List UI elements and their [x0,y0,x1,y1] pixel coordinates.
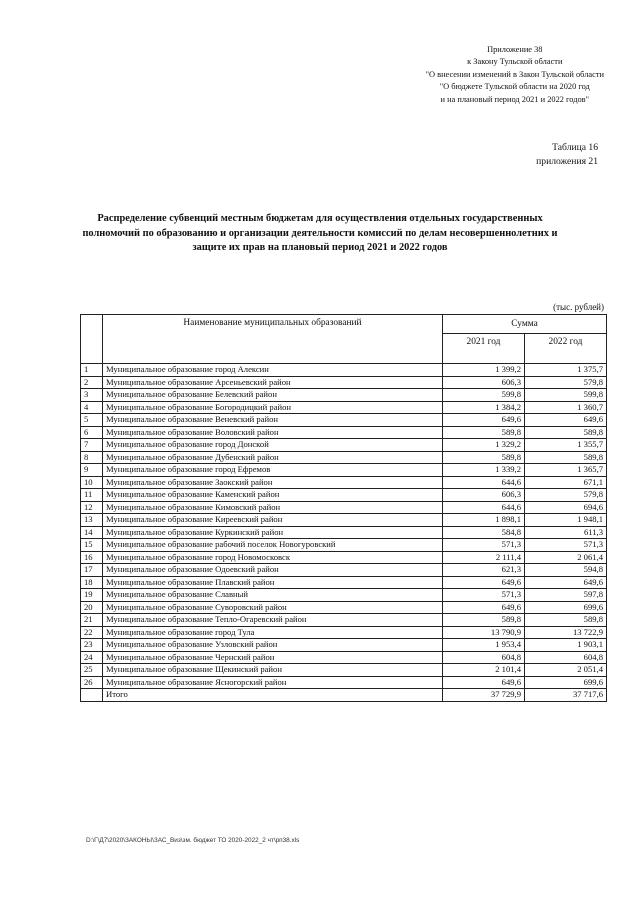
value-2022: 699,6 [525,601,607,614]
table-row [81,439,607,452]
table-row [81,451,607,464]
row-index: 16 [81,551,103,564]
row-name: Муниципальное образование Славный [103,589,443,602]
row-name: Муниципальное образование Плавский район [103,576,443,589]
file-path-footer: D:\Г\Д7\2020\ЗАКОНЫ\ЗАС_Виз\зм. бюджет ТО 2020-2022_2 чт\рп38.xls [86,837,300,844]
row-name: Муниципальное образование Заокский район [103,476,443,489]
table-row [81,376,607,389]
units-label: (тыс. рублей) [553,302,604,312]
table-number: Таблица 16 [552,142,598,153]
row-name: Муниципальное образование Узловский район [103,639,443,652]
value-2022: 589,8 [525,614,607,627]
table-row [81,364,607,377]
value-2021: 606,3 [443,489,525,502]
table-row [81,651,607,664]
row-index: 11 [81,489,103,502]
value-2021: 604,8 [443,651,525,664]
value-2022: 649,6 [525,576,607,589]
table-row [81,514,607,527]
header-line: "О бюджете Тульской области на 2020 год [439,82,590,92]
value-2021: 606,3 [443,376,525,389]
row-name: Муниципальное образование город Тула [103,626,443,639]
value-2021: 1 953,4 [443,639,525,652]
index-header [81,315,103,364]
value-2021: 644,6 [443,501,525,514]
value-2022: 597,8 [525,589,607,602]
value-2021: 589,8 [443,451,525,464]
value-2021: 649,6 [443,576,525,589]
value-2021: 13 790,9 [443,626,525,639]
row-index: 21 [81,614,103,627]
value-2021: 1 329,2 [443,439,525,452]
table-appendix: приложения 21 [536,156,598,167]
value-2021: 584,8 [443,526,525,539]
value-2022: 699,6 [525,676,607,689]
table-reference [536,141,598,169]
value-2022: 579,8 [525,376,607,389]
row-index: 20 [81,601,103,614]
value-2021: 621,3 [443,564,525,577]
row-name: Муниципальное образование Воловский район [103,426,443,439]
value-2021: 649,6 [443,601,525,614]
table-row [81,614,607,627]
value-2022: 1 360,7 [525,401,607,414]
row-index: 25 [81,664,103,677]
row-name: Муниципальное образование Дубенский район [103,451,443,464]
table-row [81,626,607,639]
table-row [81,564,607,577]
value-2022: 37 717,6 [525,689,607,702]
row-index: 8 [81,451,103,464]
row-name: Муниципальное образование рабочий поселок Новогуровский [103,539,443,552]
row-name: Муниципальное образование Чернский район [103,651,443,664]
table-row [81,414,607,427]
row-index: 3 [81,389,103,402]
table-row [81,426,607,439]
value-2022: 599,8 [525,389,607,402]
value-2021: 571,3 [443,589,525,602]
value-2022: 671,1 [525,476,607,489]
row-name: Муниципальное образование Ясногорский район [103,676,443,689]
row-index: 15 [81,539,103,552]
table-row [81,664,607,677]
table-row [81,589,607,602]
table-row [81,539,607,552]
value-2022: 571,3 [525,539,607,552]
row-index: 7 [81,439,103,452]
value-2022: 1 903,1 [525,639,607,652]
row-name: Муниципальное образование Киреевский район [103,514,443,527]
value-2021: 589,8 [443,426,525,439]
row-name: Муниципальное образование город Ефремов [103,464,443,477]
header-line: к Закону Тульской области [467,57,563,67]
row-index: 18 [81,576,103,589]
row-name: Муниципальное образование Щекинский район [103,664,443,677]
row-name: Муниципальное образование Богородицкий район [103,401,443,414]
value-2021: 1 399,2 [443,364,525,377]
table-row [81,551,607,564]
value-2021: 1 898,1 [443,514,525,527]
value-2021: 589,8 [443,614,525,627]
row-index: 10 [81,476,103,489]
value-2022: 579,8 [525,489,607,502]
row-index: 6 [81,426,103,439]
value-2022: 589,8 [525,426,607,439]
row-index: 2 [81,376,103,389]
table-row [81,526,607,539]
header-line: "О внесении изменений в Закон Тульской области [425,69,604,79]
row-index: 19 [81,589,103,602]
row-index: 26 [81,676,103,689]
value-2022: 2 051,4 [525,664,607,677]
row-name: Муниципальное образование город Донской [103,439,443,452]
row-name: Муниципальное образование Белевский район [103,389,443,402]
value-2022: 1 365,7 [525,464,607,477]
table-row [81,489,607,502]
value-2021: 649,6 [443,676,525,689]
value-2022: 2 061,4 [525,551,607,564]
row-name: Муниципальное образование Арсеньевский район [103,376,443,389]
row-index: 23 [81,639,103,652]
row-index: 24 [81,651,103,664]
value-2021: 1 384,2 [443,401,525,414]
row-index [81,689,103,702]
row-index: 17 [81,564,103,577]
value-2022: 1 375,7 [525,364,607,377]
row-name: Муниципальное образование Тепло-Огаревский район [103,614,443,627]
value-2022: 649,6 [525,414,607,427]
value-2021: 2 101,4 [443,664,525,677]
value-2021: 2 111,4 [443,551,525,564]
row-name: Муниципальное образование Одоевский район [103,564,443,577]
value-2022: 611,3 [525,526,607,539]
row-name: Муниципальное образование Каменский район [103,489,443,502]
value-2021: 599,8 [443,389,525,402]
value-2022: 594,8 [525,564,607,577]
row-name: Муниципальное образование Куркинский район [103,526,443,539]
header-line: и на плановый период 2021 и 2022 годов" [440,94,590,104]
sum-column-header: Сумма [443,315,607,334]
value-2021: 37 729,9 [443,689,525,702]
appendix-header [426,44,604,106]
table-row [81,401,607,414]
row-name: Муниципальное образование Кимовский район [103,501,443,514]
value-2021: 644,6 [443,476,525,489]
row-index: 14 [81,526,103,539]
row-name: Муниципальное образование Веневский район [103,414,443,427]
row-index: 22 [81,626,103,639]
document-title: Распределение субвенций местным бюджетам для осуществления отдельных государственных полномочий по образованию и организации деятельности комиссий по делам несовершеннолетних и защите их прав на плановый период 2021 и 2022 годов [82,213,558,254]
table-row [81,501,607,514]
row-name: Муниципальное образование город Новомосковск [103,551,443,564]
table-row [81,464,607,477]
row-index: 1 [81,364,103,377]
row-name: Муниципальное образование город Алексин [103,364,443,377]
value-2022: 694,6 [525,501,607,514]
row-index: 5 [81,414,103,427]
value-2021: 1 339,2 [443,464,525,477]
subvention-table [80,314,607,702]
table-row [81,676,607,689]
table-row [81,639,607,652]
value-2022: 1 355,7 [525,439,607,452]
header-line: Приложение 38 [487,45,543,54]
value-2021: 649,6 [443,414,525,427]
row-index: 13 [81,514,103,527]
value-2022: 589,8 [525,451,607,464]
table-row [81,476,607,489]
value-2022: 604,8 [525,651,607,664]
row-name: Муниципальное образование Суворовский район [103,601,443,614]
row-index: 4 [81,401,103,414]
table-row [81,389,607,402]
total-row [81,689,607,702]
table-row [81,576,607,589]
year-2021-header: 2021 год [443,334,525,364]
year-2022-header: 2022 год [525,334,607,364]
table-row [81,601,607,614]
value-2022: 13 722,9 [525,626,607,639]
row-index: 12 [81,501,103,514]
value-2021: 571,3 [443,539,525,552]
value-2022: 1 948,1 [525,514,607,527]
row-index: 9 [81,464,103,477]
name-column-header: Наименование муниципальных образований [103,315,443,364]
row-name: Итого [103,689,443,702]
